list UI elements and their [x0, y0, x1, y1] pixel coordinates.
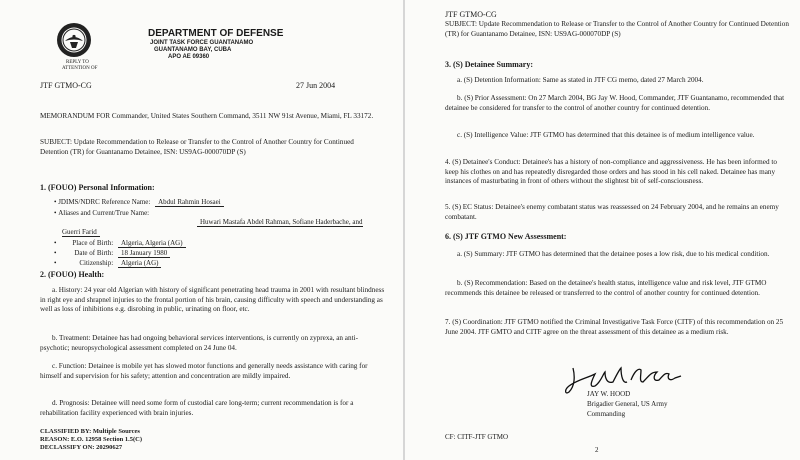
assessment-recommendation: b. (S) Recommendation: Based on the detainee's health status, intelligence value and risk level, JTF GTMO recommends this detainee be released or transferred to the control of another country for continued detention. [445, 279, 767, 297]
section-health-heading: 2. (FOUO) Health: [40, 270, 105, 279]
health-treatment: b. Treatment: Detainee has had ongoing behavioral services interventions, is currently on zyprexa, an anti-psychotic; neuropsychological assessment completed on 24 June 04. [40, 334, 358, 352]
section-detainee-summary-heading: 3. (S) Detainee Summary: [445, 60, 533, 69]
cf-line: CF: CITF-JTF GTMO [445, 433, 509, 441]
office-code: JTF GTMO-CG [40, 81, 92, 90]
memo-subject: SUBJECT: Update Recommendation to Release or Transfer to the Control of Another Country for Continued Detention (TR) for Guantanamo Detainee, ISN: US9AG-000070DP (S) [40, 138, 354, 156]
list-item: • Date of Birth: 18 January 1980 [54, 249, 170, 257]
task-force-name: JOINT TASK FORCE GUANTANAMO [150, 40, 254, 46]
assessment-summary: a. (S) Summary: JTF GTMO has determined that the detainee poses a low risk, due to his medical condition. [457, 250, 770, 258]
document-page-2 [405, 0, 800, 460]
reply-to-label: REPLY TO [66, 60, 89, 65]
declassify-on: DECLASSIFY ON: 20290627 [40, 444, 123, 451]
summary-intelligence-value: c. (S) Intelligence Value: JTF GTMO has determined that this detainee is of medium intelligence value. [457, 131, 755, 139]
list-item: • Aliases and Current/True Name: [54, 209, 150, 217]
signer-title: Commanding [587, 410, 626, 418]
page-number: 2 [595, 446, 599, 454]
classified-by: CLASSIFIED BY: Multiple Sources [40, 428, 140, 435]
signer-rank: Brigadier General, US Army [587, 400, 668, 408]
section-ec-status: 5. (S) EC Status: Detainee's enemy combatant status was reassessed on 24 February 2004, and he remains an enemy combatant. [445, 203, 779, 221]
aliases-value: Huwari Mastafa Abdel Rahman, Sofiane Haderbache, and Guerri Farid [62, 218, 363, 236]
classification-reason: REASON: E.O. 12958 Section 1.5(C) [40, 436, 143, 443]
office-code: JTF GTMO-CG [445, 10, 497, 19]
dod-seal-icon [56, 22, 92, 58]
location-line: GUANTANAMO BAY, CUBA [154, 47, 232, 53]
list-item: • Citizenship: Algeria (AG) [54, 259, 161, 267]
health-history: a. History: 24 year old Algerian with history of significant penetrating head trauma in 2001 with resultant blindness in right eye and shrapnel injuries to the frontal portion of his brain, causing difficulty with speech and understanding as well as loss of inhibitions e.g. disrobing in public, urinating on floor, etc. [40, 286, 385, 314]
apo-line: APO AE 09360 [168, 54, 210, 60]
memo-date: 27 Jun 2004 [296, 81, 336, 90]
section-coordination: 7. (S) Coordination: JTF GTMO notified the Criminal Investigative Task Force (CITF) of this recommendation on 25 June 2004. JTF GMTO and CITF agree on the threat assessment of this detainee as a medium risk. [445, 318, 784, 336]
section-detainee-conduct: 4. (S) Detainee's Conduct: Detainee's has a history of non-compliance and aggressiveness. He has been informed to keep his clothes on and has repeatedly disregarded those orders and has stood in his cell naked. Detainee has many instances of masturbating in front of others without the slightest bit of self-consciousness. [445, 158, 777, 186]
signer-name: JAY W. HOOD [587, 390, 631, 398]
list-item: • Place of Birth: Algeria, Algeria (AG) [54, 239, 186, 247]
memo-for-line: MEMORANDUM FOR Commander, United States Southern Command, 3511 NW 91st Avenue, Miami, FL 33172. [40, 112, 374, 120]
memo-subject: SUBJECT: Update Recommendation to Release or Transfer to the Control of Another Country for Continued Detention (TR) for Guantanamo Detainee, ISN: US9AG-000070DP (S) [445, 20, 789, 38]
attention-of-label: ATTENTION OF [62, 66, 98, 71]
list-item: • JDIMS/NDRC Reference Name: Abdul Rahmin Hosaei [54, 198, 224, 206]
health-prognosis: d. Prognosis: Detainee will need some form of custodial care long-term; current recommendation is for a rehabilitation facility experienced with brain injuries. [40, 399, 354, 417]
health-function: c. Function: Detainee is mobile yet has slowed motor functions and generally needs assistance with caring for himself and supervision for his safety; attention and concentration are mildly impaired. [40, 362, 368, 380]
summary-prior-assessment: b. (S) Prior Assessment: On 27 March 2004, BG Jay W. Hood, Commander, JTF Guantanamo, recommended that detainee be considered for transfer to the control of another country for continued detention. [445, 94, 785, 112]
summary-detention-info: a. (S) Detention Information: Same as stated in JTF CG memo, dated 27 March 2004. [457, 76, 704, 84]
department-name: DEPARTMENT OF DEFENSE [148, 28, 284, 39]
section-new-assessment-heading: 6. (S) JTF GTMO New Assessment: [445, 232, 567, 241]
section-personal-info-heading: 1. (FOUO) Personal Information: [40, 183, 155, 192]
